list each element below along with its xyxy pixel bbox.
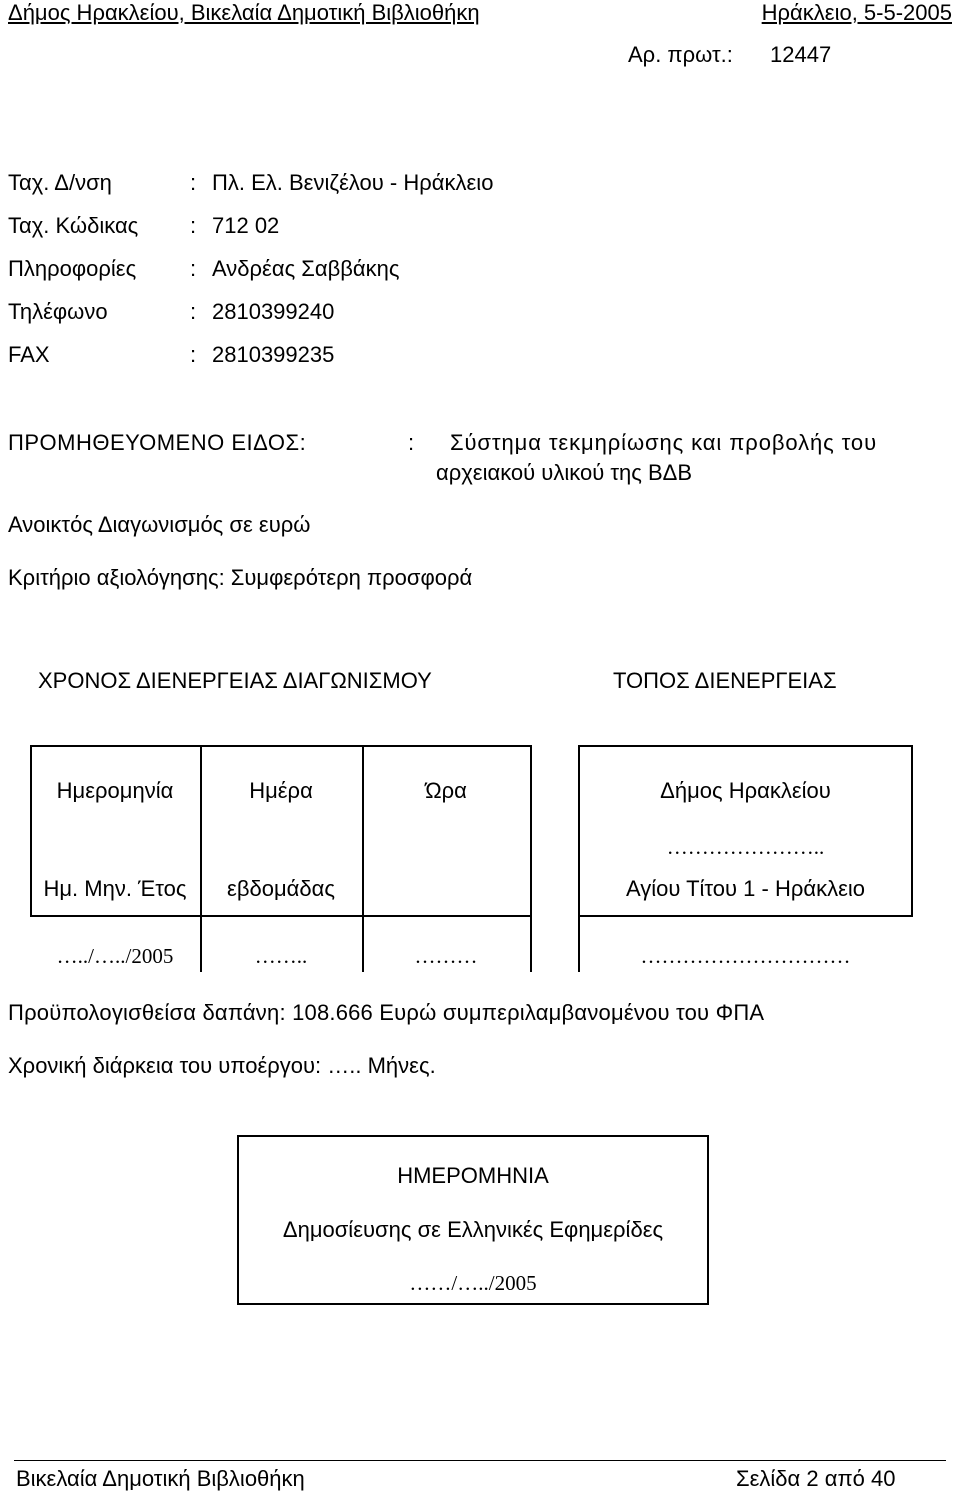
publication-subtitle: Δημοσίευσης σε Ελληνικές Εφημερίδες bbox=[282, 1217, 664, 1242]
publication-date: ……/…../2005 bbox=[409, 1271, 537, 1295]
contact-value: 2810399235 bbox=[212, 342, 335, 367]
contact-label: Ταχ. Κώδικας bbox=[8, 213, 139, 238]
column-time: Ώρα bbox=[425, 778, 467, 803]
evaluation-criterion: Κριτήριο αξιολόγησης: Συμφερότερη προσφορά bbox=[8, 565, 473, 590]
contact-value: Ανδρέας Σαββάκης bbox=[212, 256, 400, 281]
item-label: ΠΡΟΜΗΘΕΥΟΜΕΝΟ ΕΙΔΟΣ: bbox=[8, 430, 307, 455]
contact-colon: : bbox=[190, 170, 197, 195]
duration: Χρονική διάρκεια του υποέργου: ….. Μήνες. bbox=[8, 1053, 436, 1078]
date-value: …../…../2005 bbox=[56, 944, 174, 968]
contact-label: Τηλέφωνο bbox=[8, 299, 108, 324]
place-name: Δήμος Ηρακλείου bbox=[660, 778, 831, 803]
column-date: Ημερομηνία bbox=[56, 778, 174, 803]
contact-value: 712 02 bbox=[212, 213, 280, 238]
contact-value: Πλ. Ελ. Βενιζέλου - Ηράκλειο bbox=[212, 170, 494, 195]
contact-colon: : bbox=[190, 342, 197, 367]
protocol-label: Αρ. πρωτ.: bbox=[628, 42, 733, 67]
time-heading: ΧΡΟΝΟΣ ΔΙΕΝΕΡΓΕΙΑΣ ΔΙΑΓΩΝΙΣΜΟΥ bbox=[38, 668, 432, 693]
contact-label: Ταχ. Δ/νση bbox=[8, 170, 112, 195]
day-value: …….. bbox=[254, 944, 308, 968]
item-colon: : bbox=[408, 430, 415, 455]
tender-type: Ανοικτός Διαγωνισμός σε ευρώ bbox=[8, 512, 311, 537]
contact-colon: : bbox=[190, 299, 197, 324]
budget: Προϋπολογισθείσα δαπάνη: 108.666 Ευρώ συμπεριλαμβανομένου του ΦΠΑ bbox=[8, 1000, 765, 1025]
place-and-date: Ηράκλειο, 5-5-2005 bbox=[761, 0, 952, 25]
contact-label: FAX bbox=[8, 342, 50, 367]
column-day-sub: εβδομάδας bbox=[227, 876, 335, 901]
contact-colon: : bbox=[190, 256, 197, 281]
publication-box bbox=[237, 1135, 709, 1305]
contact-value: 2810399240 bbox=[212, 299, 335, 324]
footer-library: Βικελαία Δημοτική Βιβλιοθήκη bbox=[16, 1466, 305, 1491]
protocol-number: 12447 bbox=[770, 42, 832, 67]
footer-page-number: Σελίδα 2 από 40 bbox=[736, 1466, 896, 1491]
time-value: ……… bbox=[414, 944, 478, 968]
item-description-line2: αρχειακού υλικού της ΒΔΒ bbox=[436, 460, 693, 485]
place-address: Αγίου Τίτου 1 - Ηράκλειο bbox=[625, 876, 866, 901]
column-day: Ημέρα bbox=[249, 778, 313, 803]
column-date-sub: Ημ. Μην. Έτος bbox=[43, 876, 187, 901]
place-heading: ΤΟΠΟΣ ΔΙΕΝΕΡΓΕΙΑΣ bbox=[613, 668, 837, 693]
footer-divider bbox=[14, 1460, 946, 1461]
item-description-line1: Σύστημα τεκμηρίωσης και προβολής του bbox=[450, 430, 878, 455]
publication-title: ΗΜΕΡΟΜΗΝΙΑ bbox=[397, 1163, 549, 1188]
contact-label: Πληροφορίες bbox=[8, 256, 137, 281]
organization-name: Δήμος Ηρακλείου, Βικελαία Δημοτική Βιβλιοθήκη bbox=[8, 0, 480, 25]
place-dots: ………………….. bbox=[666, 835, 825, 859]
place-value: ………………………… bbox=[640, 944, 851, 968]
contact-colon: : bbox=[190, 213, 197, 238]
